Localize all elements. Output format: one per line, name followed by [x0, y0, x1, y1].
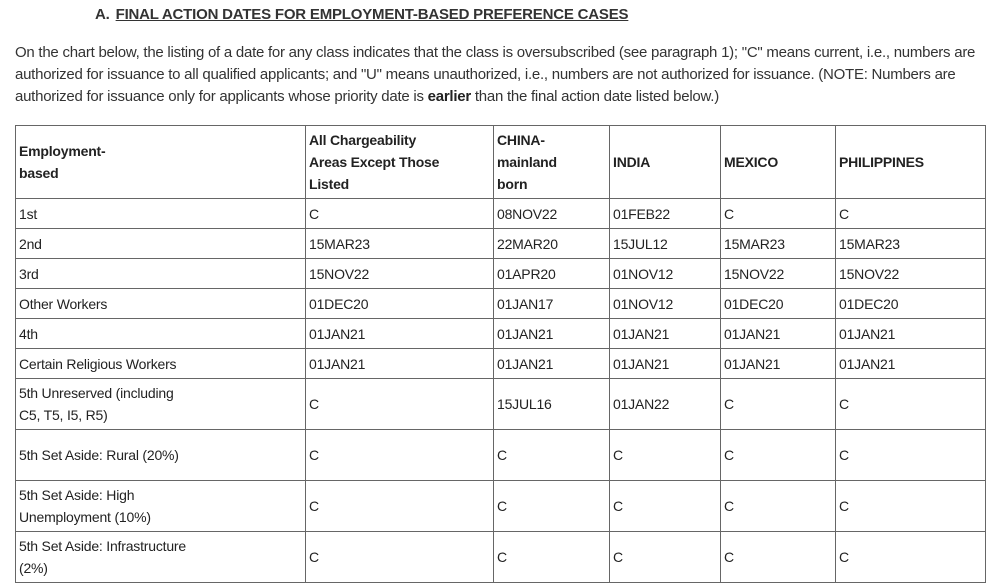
date-cell: C: [610, 532, 721, 583]
header-cell: MEXICO: [721, 126, 836, 199]
table-row: [16, 199, 986, 229]
date-cell: C: [836, 532, 986, 583]
date-cell: 15JUL16: [494, 379, 610, 430]
date-cell: 15JUL12: [610, 229, 721, 259]
intro-paragraph: [15, 42, 985, 108]
date-cell: C: [494, 481, 610, 532]
date-cell: 08NOV22: [494, 199, 610, 229]
header-cell: Employment-based: [16, 126, 306, 199]
date-cell: C: [610, 481, 721, 532]
date-cell: 15MAR23: [836, 229, 986, 259]
date-cell: C: [836, 430, 986, 481]
table-row: [16, 319, 986, 349]
date-cell: 01DEC20: [721, 289, 836, 319]
date-cell: C: [721, 430, 836, 481]
date-cell: 01JAN21: [721, 319, 836, 349]
final-action-dates-table: [15, 125, 986, 583]
date-cell: 01JAN17: [494, 289, 610, 319]
header-cell: CHINA-mainland born: [494, 126, 610, 199]
section-letter: A.: [95, 6, 110, 23]
table-header: [16, 126, 986, 199]
category-cell: Certain Religious Workers: [16, 349, 306, 379]
date-cell: 01JAN21: [306, 349, 494, 379]
section-title: FINAL ACTION DATES FOR EMPLOYMENT-BASED PREFERENCE CASES: [115, 6, 629, 23]
date-cell: C: [494, 532, 610, 583]
category-cell: 5th Set Aside: Infrastructure (2%): [16, 532, 306, 583]
date-cell: 15NOV22: [721, 259, 836, 289]
date-cell: 01JAN21: [610, 319, 721, 349]
table-row: [16, 481, 986, 532]
date-cell: C: [721, 199, 836, 229]
date-cell: C: [306, 481, 494, 532]
category-cell: 5th Set Aside: Rural (20%): [16, 430, 306, 481]
intro-bold-word: earlier: [427, 88, 471, 105]
table-row: [16, 532, 986, 583]
date-cell: 15NOV22: [836, 259, 986, 289]
date-cell: C: [836, 199, 986, 229]
table-row: [16, 289, 986, 319]
table-body: [16, 199, 986, 583]
header-row: [16, 126, 986, 199]
date-cell: 01JAN21: [721, 349, 836, 379]
date-cell: 01DEC20: [836, 289, 986, 319]
intro-text-before: On the chart below, the listing of a date for any class indicates that the class is oversubscribed (see paragraph 1); "C" means current, i.e., numbers are authorized for issuance to all qualified applicants; and "U" means unauthorized, i.e., numbers are not authorized for issuance. (NOTE: Numbers are authorized for issuance only for applicants whose priority date is: [15, 44, 976, 105]
category-cell: Other Workers: [16, 289, 306, 319]
table-row: [16, 229, 986, 259]
date-cell: 01JAN21: [494, 349, 610, 379]
table-row: [16, 349, 986, 379]
date-cell: C: [610, 430, 721, 481]
date-cell: C: [494, 430, 610, 481]
section-heading: [95, 6, 628, 23]
category-cell: 3rd: [16, 259, 306, 289]
date-cell: C: [306, 199, 494, 229]
date-cell: C: [836, 481, 986, 532]
category-cell: 5th Unreserved (including C5, T5, I5, R5): [16, 379, 306, 430]
table-row: [16, 259, 986, 289]
date-cell: 22MAR20: [494, 229, 610, 259]
date-cell: 01NOV12: [610, 259, 721, 289]
category-cell: 2nd: [16, 229, 306, 259]
intro-text-after: than the final action date listed below.): [470, 88, 719, 105]
header-cell: All Chargeability Areas Except Those Listed: [306, 126, 494, 199]
date-cell: C: [721, 481, 836, 532]
date-cell: 01JAN21: [610, 349, 721, 379]
header-cell: PHILIPPINES: [836, 126, 986, 199]
date-cell: C: [306, 532, 494, 583]
table-row: [16, 430, 986, 481]
category-cell: 4th: [16, 319, 306, 349]
date-cell: 01DEC20: [306, 289, 494, 319]
table-row: [16, 379, 986, 430]
date-cell: C: [721, 379, 836, 430]
date-cell: 01JAN21: [836, 319, 986, 349]
date-cell: 15NOV22: [306, 259, 494, 289]
date-cell: 01JAN21: [836, 349, 986, 379]
date-cell: 01NOV12: [610, 289, 721, 319]
date-cell: 01APR20: [494, 259, 610, 289]
category-cell: 5th Set Aside: High Unemployment (10%): [16, 481, 306, 532]
date-cell: 01JAN21: [306, 319, 494, 349]
date-cell: 15MAR23: [721, 229, 836, 259]
date-cell: 01JAN21: [494, 319, 610, 349]
header-cell: INDIA: [610, 126, 721, 199]
date-cell: C: [721, 532, 836, 583]
date-cell: 01JAN22: [610, 379, 721, 430]
date-cell: C: [306, 379, 494, 430]
date-cell: C: [306, 430, 494, 481]
category-cell: 1st: [16, 199, 306, 229]
date-cell: C: [836, 379, 986, 430]
date-cell: 15MAR23: [306, 229, 494, 259]
date-cell: 01FEB22: [610, 199, 721, 229]
